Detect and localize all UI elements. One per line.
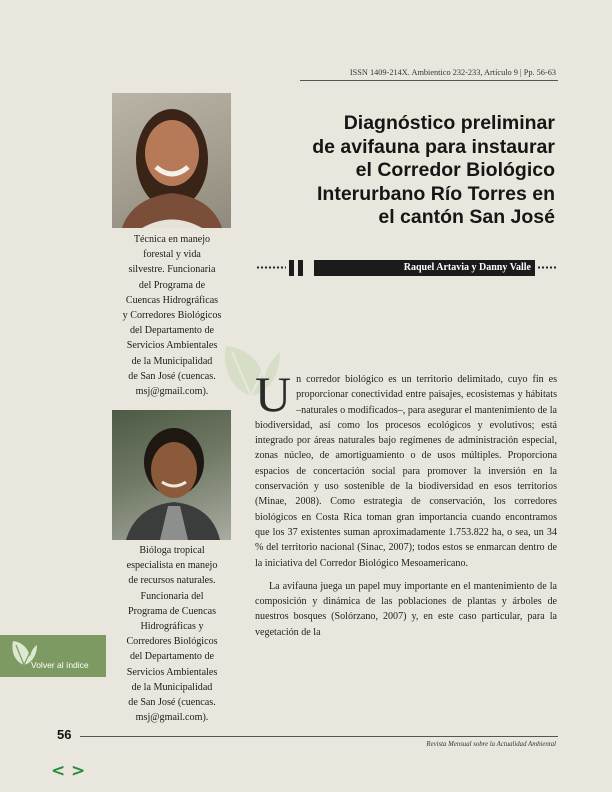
bio-line: msj@gmail.com). [135,386,209,398]
author-photo-1 [112,93,231,228]
bio-line: msj@gmail.com). [135,712,209,724]
bio-line: y Corredores Biológicos [122,310,222,322]
bio-line: Servicios Ambientales [126,340,218,352]
journal-name: Revista Mensual sobre la Actualidad Ambiental [426,741,556,748]
bio-line: Corredores Biológicos [126,636,218,648]
bio-line: Funcionaria del [140,590,204,602]
band-bar [289,260,294,276]
bio-line: Técnica en manejo [133,234,211,245]
bio-line: silvestre. Funcionaria [128,264,216,276]
page-number: 56 [57,727,72,742]
back-to-index-label[interactable]: Volver al índice [31,660,89,670]
paragraph-text: La avifauna juega un papel muy importante en el mantenimiento de la composición y dinámica de las poblaciones de plantas y árboles de nuestros bosques (Solórzano, 2007) y, en este caso particular, para la vegetación de la [255,580,557,638]
dotted-rule-left [256,266,286,269]
bio-line: Cuencas Hidrográficas [125,294,219,306]
title-line: el Corredor Biológico [355,159,555,181]
bio-line: del Programa de [138,279,206,291]
bio-line: del Departamento de [129,325,215,337]
bio-line: de la Municipalidad [131,681,213,693]
author-names: Raquel Artavia y Danny Valle [314,260,535,276]
bio-line: Bióloga tropical [139,545,205,556]
title-line: el cantón San José [378,206,555,228]
drop-cap: U [255,366,292,422]
bio-line: de recursos naturales. [128,575,216,587]
bio-line: Hidrográficas y [140,621,204,633]
back-to-index-button[interactable] [0,635,106,677]
article-body [255,366,557,640]
bio-line: de San José (cuencas. [128,697,216,709]
next-page-button[interactable]: > [71,761,86,781]
title-line: de avifauna para instaurar [312,135,555,158]
title-line: Diagnóstico preliminar [343,112,555,134]
paragraph [255,366,557,571]
issn-line: ISSN 1409-214X. Ambientico 232-233, Artículo 9 | Pp. 56-63 [349,68,556,77]
footer-rule [80,736,558,737]
paragraph-text: n corredor biológico es un territorio delimitado, cuyo fin es proporcionar conectividad entre paisajes, ecosistemas y hábitats –naturales o modificados–, para asegurar el mantenimiento de la biodiversidad, así como los procesos ecológicos y evolutivos; está integrado por áreas naturales bajo regímenes de administración especial, zonas núcleo, de amortiguamiento o de usos múltiples. Proporciona espacios de concertación social para promover la inversión en la conservación y uso sostenible de la biodiversidad en esos territorios (Minae, 2008). Como estrategia de conservación, los corredores biológicos en Costa Rica toman gran importancia cuando encontramos que los 37 existentes suman aproximadamente 1.753.822 ha, o sea, un 34 % del territorio nacional (Sinac, 2007); todos estos se enmarcan dentro de la iniciativa del Corredor Biológico Mesoamericano. [255,374,557,569]
bio-line: de San José (cuencas. [128,370,216,382]
author-bio-2 [110,543,234,725]
article-title [255,112,555,230]
bio-line: de la Municipalidad [131,355,213,367]
header-rule [300,80,558,81]
author-photo-2 [112,410,231,540]
paragraph [255,579,557,640]
bio-line: del Departamento de [129,651,215,663]
bio-line: Programa de Cuencas [127,605,216,617]
author-bio-1 [110,232,234,399]
band-bar [298,260,303,276]
dotted-rule-right [537,266,557,269]
bio-line: Servicios Ambientales [126,666,218,678]
bio-line: forestal y vida [143,249,201,261]
previous-page-button[interactable]: < [51,761,66,781]
title-line: Interurbano Río Torres en [317,182,555,205]
bio-line: especialista en manejo [126,560,218,572]
